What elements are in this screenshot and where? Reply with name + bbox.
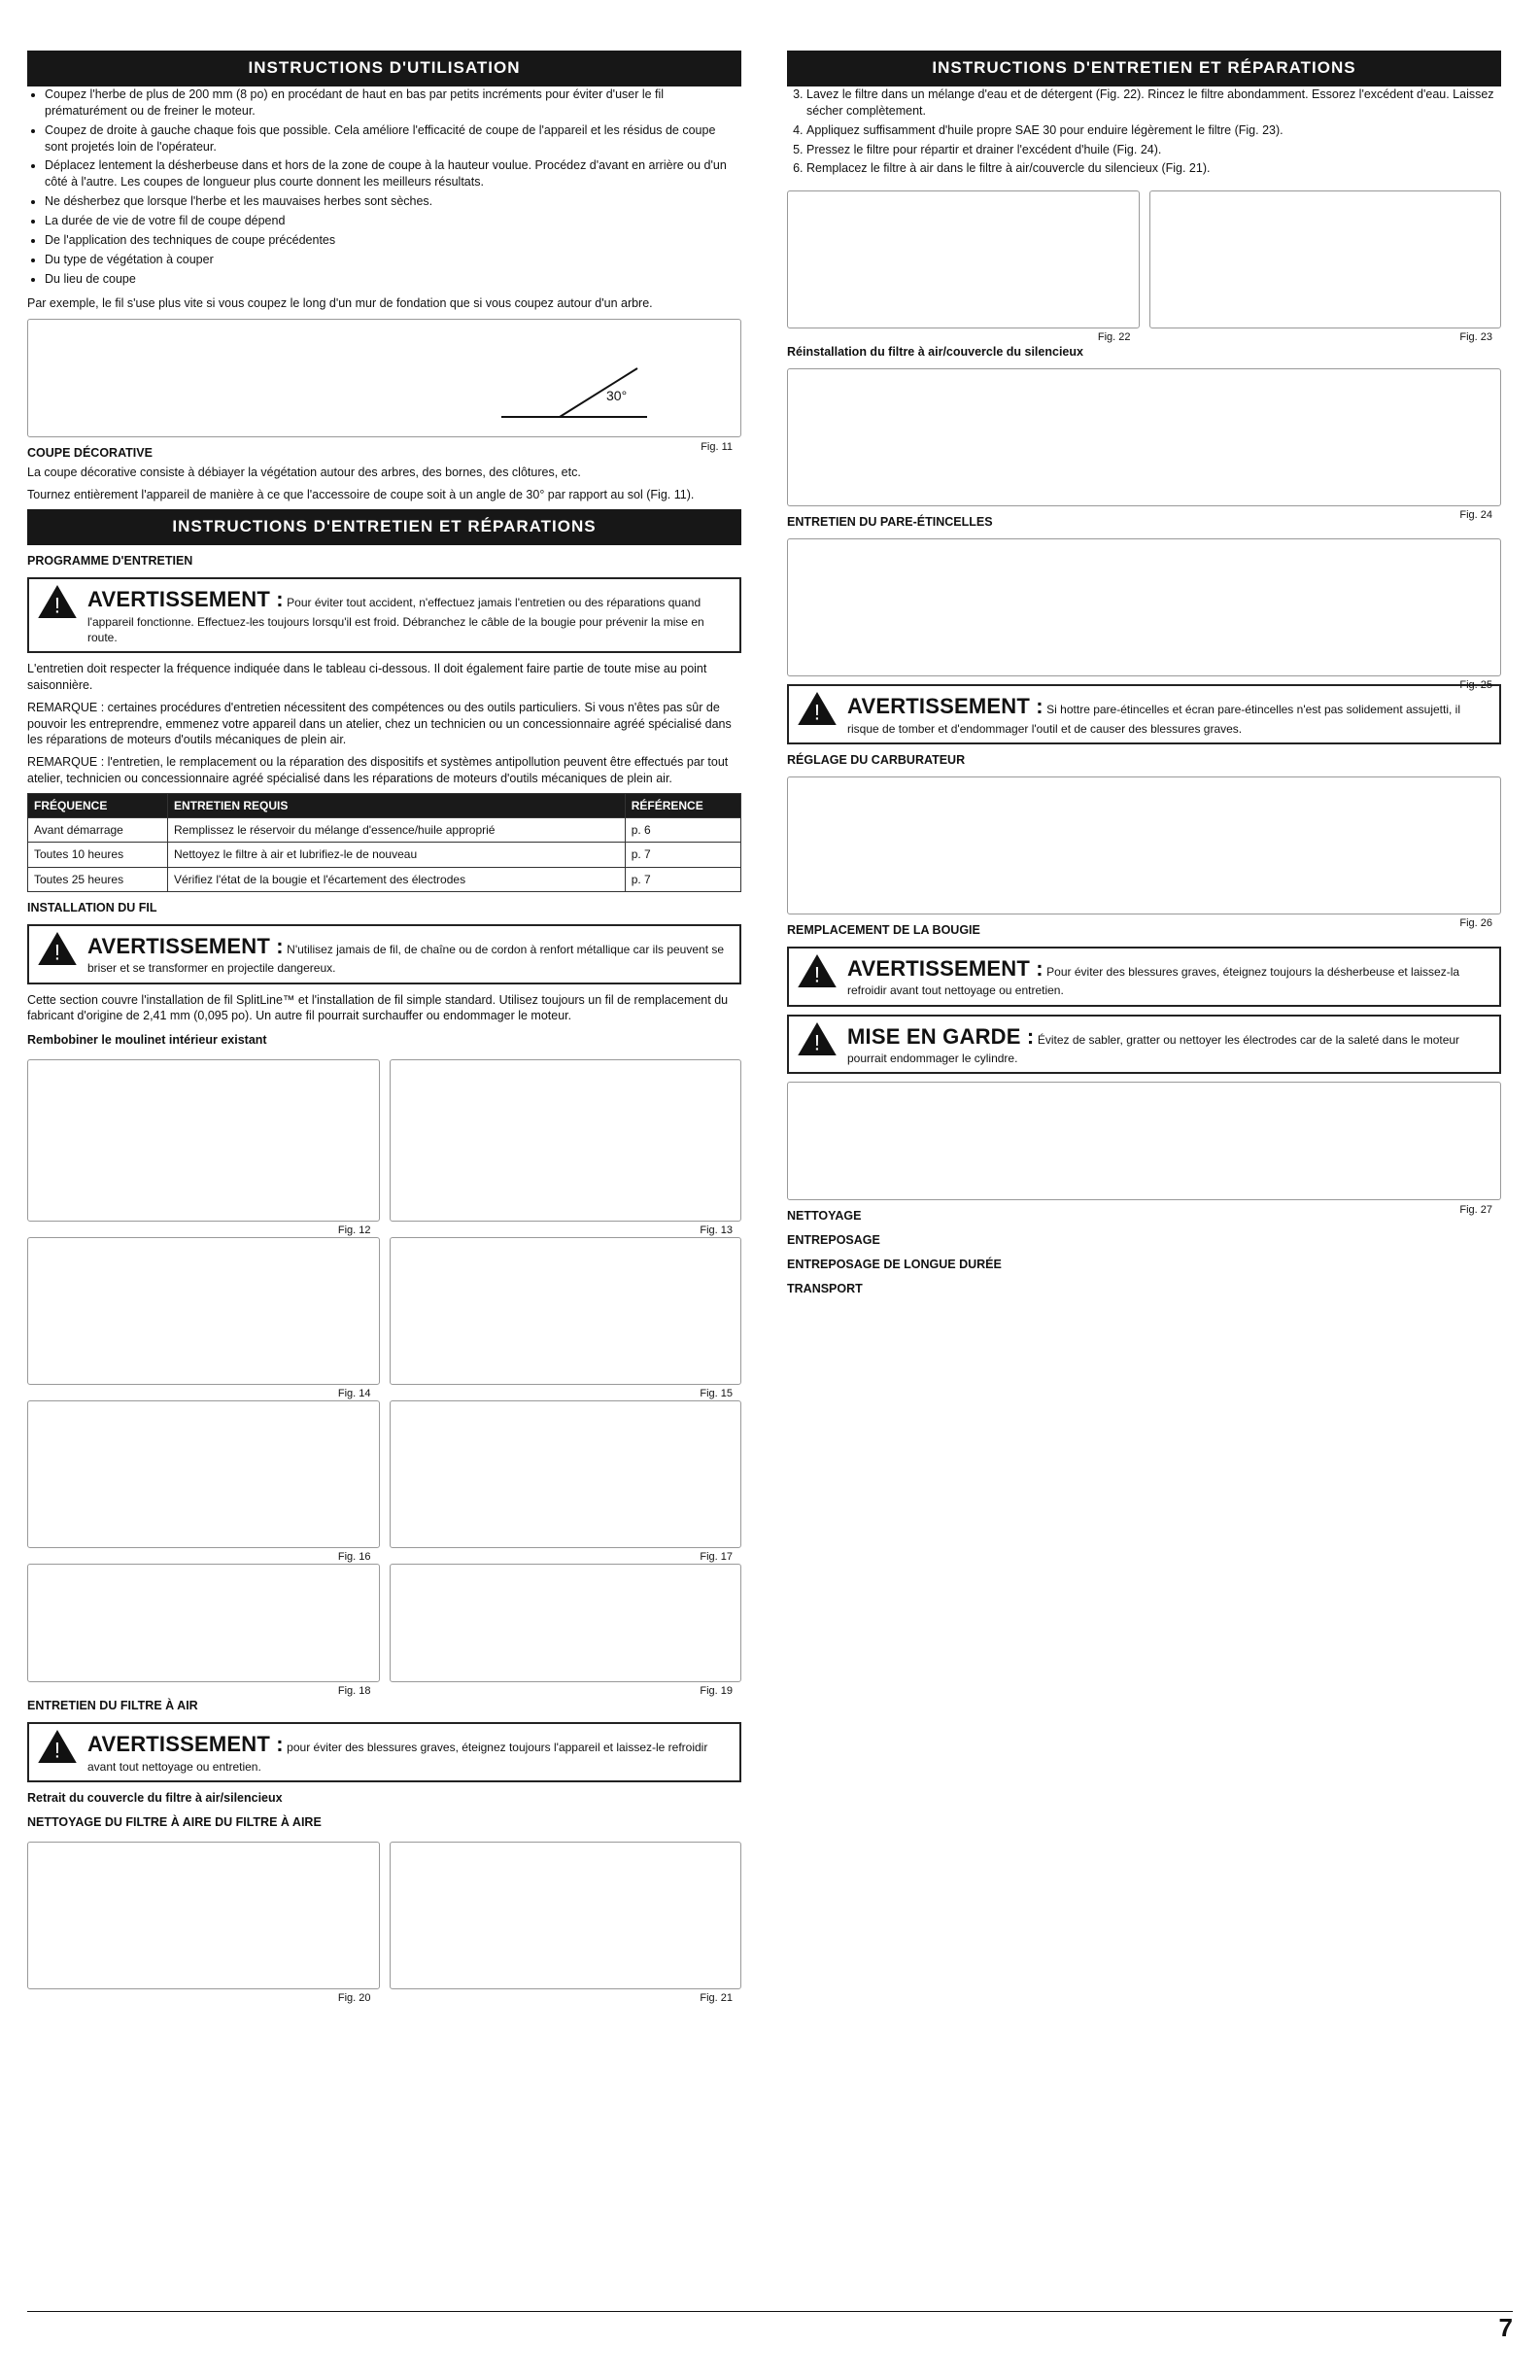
fig-22-23-row (787, 183, 1501, 344)
filter-steps (806, 86, 1501, 177)
table-cell: p. 7 (625, 867, 740, 891)
fig-24-caption: Fig. 24 (1459, 509, 1492, 522)
heading-programme: PROGRAMME D'ENTRETIEN (27, 554, 193, 568)
usage-bullets (45, 86, 741, 288)
fig-12-13-row (27, 1052, 741, 1237)
warning-icon (37, 1730, 78, 1763)
heading-nettoyage-filtre: NETTOYAGE DU FILTRE À AIRE DU FILTRE À AIRE (27, 1814, 322, 1829)
warning-box-pare (787, 684, 1501, 744)
fig-15 (390, 1237, 742, 1400)
heading-bougie: REMPLACEMENT DE LA BOUGIE (787, 922, 980, 937)
fig-13-caption: Fig. 13 (700, 1224, 733, 1237)
fig-20-21-row (27, 1834, 741, 2004)
warning-bougie-text (847, 954, 1491, 999)
warning-2-body: N'utilisez jamais de fil, de chaîne ou de cordon à renfort métallique car ils peuvent se briser et se transformer en projectile dangereux. (87, 942, 725, 976)
table-row (28, 818, 741, 843)
filter-step: 6. Remplacez le filtre à air dans le filtre à air/couvercle du silencieux (Fig. 21). (806, 160, 1501, 177)
heading-entreposage: ENTREPOSAGE (787, 1233, 880, 1248)
table-header-entretien: ENTRETIEN REQUIS (167, 794, 625, 818)
warning-2-title: AVERTISSEMENT : (87, 933, 284, 958)
heading-nettoyage: NETTOYAGE (787, 1209, 862, 1224)
table-header-reference: RÉFÉRENCE (625, 794, 740, 818)
caution-text (847, 1022, 1491, 1067)
table-cell: Avant démarrage (28, 818, 168, 843)
warning-pare-title: AVERTISSEMENT : (847, 694, 1044, 719)
fig-17-caption: Fig. 17 (700, 1551, 733, 1564)
table-cell: p. 7 (625, 843, 740, 867)
fig-19 (390, 1564, 742, 1698)
coupe-paragraph-1: La coupe décorative consiste à débiayer la végétation autour des arbres, des bornes, des clôtures, etc. (27, 466, 581, 480)
fil-paragraph: Cette section couvre l'installation de fil SplitLine™ et l'installation de fil simple standard. Utilisez toujours un fil de remplacement du fabricant d'origine de 2,41 mm (0,095 po). Un autre fil pourrait surchauffer ou endommager le moteur. (27, 992, 729, 1023)
usage-paragraph: Par exemple, le fil s'use plus vite si vous coupez le long d'un mur de fondation que si vous coupez autour d'un arbre. (27, 295, 653, 310)
table-header-frequence: FRÉQUENCE (28, 794, 168, 818)
heading-reinstallation: Réinstallation du filtre à air/couvercle du silencieux (787, 345, 1083, 360)
fig-16 (27, 1400, 380, 1564)
fig-16-caption: Fig. 16 (337, 1551, 371, 1564)
fig-21-caption: Fig. 21 (700, 1991, 733, 2004)
banner-utilisation: INSTRUCTIONS D'UTILISATION (27, 51, 741, 86)
filter-step: 5. Pressez le filtre pour répartir et drainer l'excédent d'huile (Fig. 24). (806, 142, 1501, 158)
svg-text:!: ! (813, 700, 821, 725)
fig-26 (787, 776, 1501, 929)
fig-15-caption: Fig. 15 (700, 1388, 733, 1400)
table-cell: Nettoyez le filtre à air et lubrifiez-le de nouveau (167, 843, 625, 867)
fig-18 (27, 1564, 380, 1698)
fig-14-caption: Fig. 14 (337, 1388, 371, 1400)
bullet-6: • De l'application des techniques de coupe précédentes (45, 232, 741, 249)
warning-box-1 (27, 577, 741, 653)
fig-18-caption: Fig. 18 (337, 1685, 371, 1698)
right-column (787, 51, 1501, 2295)
bullet-7: • Du type de végétation à couper (45, 252, 741, 268)
footer-rule (27, 2311, 1513, 2312)
fig-11-caption: Fig. 11 (701, 440, 733, 453)
fig-24 (787, 368, 1501, 522)
bullet-1: • Coupez l'herbe de plus de 200 mm (8 po) en procédant de haut en bas par petits incréments pour éviter d'user le fil prématurément ou de freiner le moteur. (45, 86, 741, 120)
svg-text:!: ! (813, 962, 821, 987)
warning-box-bougie (787, 947, 1501, 1007)
svg-text:!: ! (53, 593, 61, 618)
fig-12-caption: Fig. 12 (337, 1224, 371, 1237)
warning-bougie-title: AVERTISSEMENT : (847, 955, 1044, 981)
maintenance-table (27, 793, 741, 892)
warning-3-title: AVERTISSEMENT : (87, 1732, 284, 1757)
caution-body: Évitez de sabler, gratter ou nettoyer les électrodes car de la saleté dans le moteur pourrait endommager le cylindre. (847, 1032, 1460, 1066)
table-row (28, 843, 741, 867)
fig-19-caption: Fig. 19 (700, 1685, 733, 1698)
heading-coupe-decorative: COUPE DÉCORATIVE (27, 446, 153, 461)
manual-page (27, 51, 1504, 2315)
fig-27 (787, 1082, 1501, 1216)
trimmer-angle-diagram (54, 325, 715, 431)
heading-rembobiner: Rembobiner le moulinet intérieur existant (27, 1033, 267, 1048)
fig-17 (390, 1400, 742, 1564)
page-number: 7 (1498, 2312, 1513, 2342)
fig-26-caption: Fig. 26 (1459, 916, 1492, 929)
table-cell: Toutes 25 heures (28, 867, 168, 891)
fig-11 (27, 319, 741, 453)
warning-1-text (87, 585, 732, 645)
warning-pare-body: Si hottre pare-étincelles et écran pare-étincelles n'est pas solidement assujetti, il risque de tomber et d'endommager l'outil et de causer des blessures graves. (847, 703, 1461, 736)
warning-bougie-body: Pour éviter des blessures graves, éteignez toujours la désherbeuse et laissez-la refroidir avant tout nettoyage ou entretien. (847, 964, 1460, 998)
bullet-3: • Déplacez lentement la désherbeuse dans et hors de la zone de coupe à la hauteur voulue. Procédez d'avant en arrière ou d'un côté à l'autre. Les coupes de longueur plus courte donnent les meilleurs résultats. (45, 157, 741, 190)
fig-12 (27, 1059, 380, 1237)
left-column (27, 51, 741, 2295)
fig-20 (27, 1842, 380, 2004)
fig-14 (27, 1237, 380, 1400)
caution-title: MISE EN GARDE : (847, 1023, 1035, 1049)
heading-entreposage-long: ENTREPOSAGE DE LONGUE DURÉE (787, 1258, 1002, 1272)
filter-step: 3. Lavez le filtre dans un mélange d'eau et de détergent (Fig. 22). Rincez le filtre abondamment. Essorez l'excédent d'eau. Laissez sécher complètement. (806, 86, 1501, 120)
svg-text:!: ! (53, 940, 61, 965)
warning-icon (37, 932, 78, 965)
fig-14-15-row (27, 1229, 741, 1400)
table-cell: Toutes 10 heures (28, 843, 168, 867)
fig-16-17-row (27, 1393, 741, 1564)
heading-transport: TRANSPORT (787, 1282, 863, 1296)
remarque-1: REMARQUE : certaines procédures d'entretien nécessitent des compétences ou des outils particuliers. Si vous n'êtes pas sûr de pouvoir les entreprendre, emmenez votre appareil dans un atelier, chez un technicien ou un concessionnaire agréé spécialisé dans les réparations de moteurs d'outils mécaniques de plein air. (27, 700, 732, 747)
table-cell: Vérifiez l'état de la bougie et l'écartement des électrodes (167, 867, 625, 891)
banner-entretien-right: INSTRUCTIONS D'ENTRETIEN ET RÉPARATIONS (787, 51, 1501, 86)
warning-box-3 (27, 1722, 741, 1782)
bullet-8: • Du lieu de coupe (45, 271, 741, 288)
bullet-2: • Coupez de droite à gauche chaque fois que possible. Cela améliore l'efficacité de coupe de l'appareil et les résidus de coupe sont projetés loin de l'opérateur. (45, 122, 741, 155)
heading-filtre-air: ENTRETIEN DU FILTRE À AIR (27, 1699, 198, 1713)
fig-23-caption: Fig. 23 (1459, 331, 1492, 344)
table-row (28, 867, 741, 891)
warning-1-title: AVERTISSEMENT : (87, 586, 284, 611)
warning-1-body: Pour éviter tout accident, n'effectuez jamais l'entretien ou des réparations quand l'appareil fonctionne. Effectuez-les toujours lorsqu'il est froid. Débranchez le câble de la bougie pour prévenir la mise en route. (87, 595, 704, 644)
heading-pare-etincelles: ENTRETIEN DU PARE-ÉTINCELLES (787, 515, 993, 530)
programme-paragraph: L'entretien doit respecter la fréquence indiquée dans le tableau ci-dessous. Il doit également faire partie de toute mise au point saisonnière. (27, 661, 707, 692)
warning-pare-text (847, 692, 1491, 737)
fig-13 (390, 1059, 742, 1237)
svg-text:!: ! (53, 1738, 61, 1763)
fig-20-caption: Fig. 20 (337, 1991, 371, 2004)
fig-27-caption: Fig. 27 (1459, 1203, 1492, 1216)
fig-22-caption: Fig. 22 (1097, 331, 1131, 344)
coupe-paragraph-2: Tournez entièrement l'appareil de manière à ce que l'accessoire de coupe soit à un angle de 30° par rapport au sol (Fig. 11). (27, 488, 695, 502)
fig-23 (1149, 190, 1502, 344)
warning-icon (797, 954, 838, 987)
warning-icon (797, 1022, 838, 1055)
filter-step: 4. Appliquez suffisamment d'huile propre SAE 30 pour enduire légèrement le filtre (Fig. 23). (806, 122, 1501, 139)
fig-22 (787, 190, 1140, 344)
banner-entretien-left: INSTRUCTIONS D'ENTRETIEN ET RÉPARATIONS (27, 509, 741, 545)
fig-25-caption: Fig. 25 (1459, 679, 1492, 692)
warning-3-body: pour éviter des blessures graves, éteignez toujours l'appareil et laissez-le refroidir avant tout nettoyage ou entretien. (87, 1741, 708, 1774)
fig-18-19-row (27, 1556, 741, 1698)
warning-box-2 (27, 924, 741, 984)
warning-3-text (87, 1730, 732, 1775)
svg-text:!: ! (813, 1030, 821, 1055)
caution-box (787, 1015, 1501, 1075)
heading-carburateur: RÉGLAGE DU CARBURATEUR (787, 752, 966, 767)
bullet-4: • Ne désherbez que lorsque l'herbe et les mauvaises herbes sont sèches. (45, 193, 741, 210)
remarque-2: REMARQUE : l'entretien, le remplacement ou la réparation des dispositifs et systèmes antipollution peuvent être effectués par tout atelier, technicien ou concessionnaire agréé spécialisé dans les réparations de moteurs d'outils mécaniques de plein air. (27, 755, 729, 786)
table-cell: p. 6 (625, 818, 740, 843)
fig-25 (787, 538, 1501, 692)
fig-21 (390, 1842, 742, 2004)
heading-installation-fil: INSTALLATION DU FIL (27, 900, 157, 914)
warning-icon (37, 585, 78, 618)
heading-retrait: Retrait du couvercle du filtre à air/silencieux (27, 1790, 283, 1805)
table-cell: Remplissez le réservoir du mélange d'essence/huile approprié (167, 818, 625, 843)
angle-label: 30° (605, 388, 627, 404)
bullet-5: • La durée de vie de votre fil de coupe dépend (45, 213, 741, 229)
warning-2-text (87, 932, 732, 977)
warning-icon (797, 692, 838, 725)
